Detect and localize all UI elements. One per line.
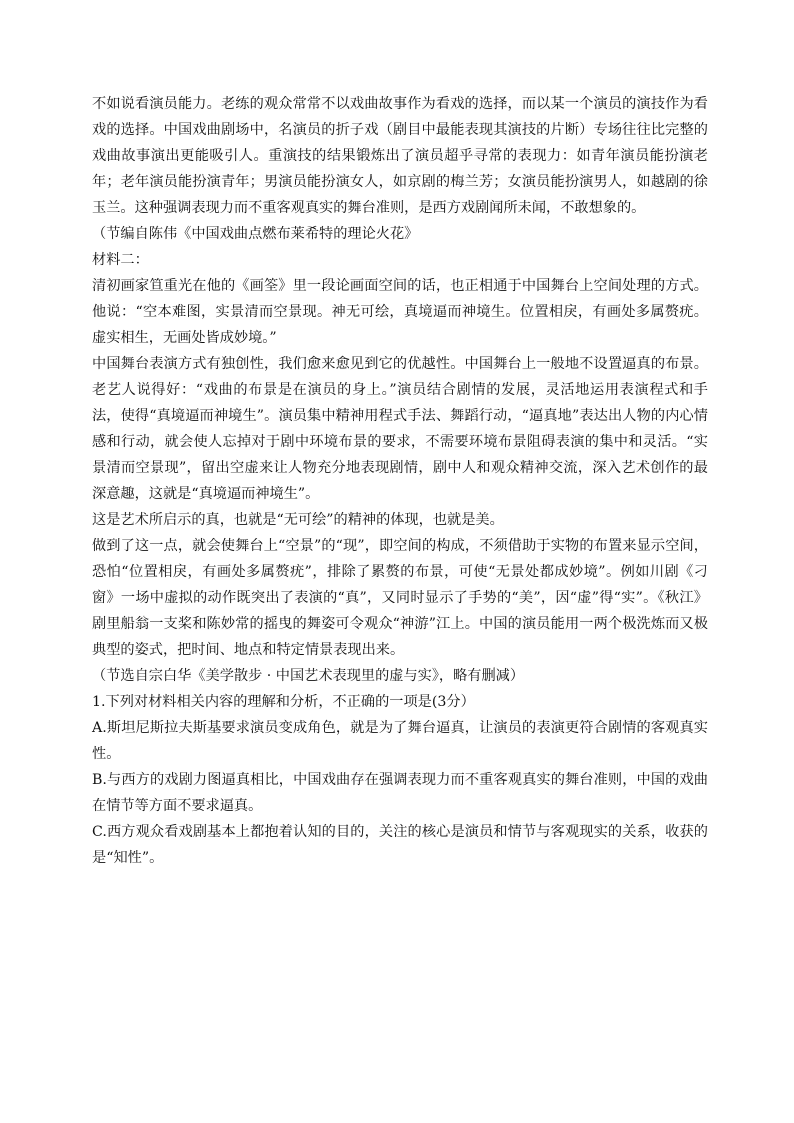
option-a: A.斯坦尼斯拉夫斯基要求演员变成角色，就是为了舞台逼真，让演员的表演更符合剧情的客观真实性。 [92, 720, 708, 762]
document-page [92, 91, 708, 871]
material-two-paragraph: 做到了这一点，就会使舞台上“空景”的“现”，即空间的构成，不须借助于实物的布置来显示空间，恐怕“位置相戾，有画处多属赘疣”，排除了累赘的布景，可使“无景处都成妙境”。例如川剧《刁窗》一场中虚拟的动作既突出了表演的“真”，又同时显示了手势的“美”，因“虚”得“实”。《秋江》剧里船翁一支桨和陈妙常的摇曳的舞姿可令观众“神游”江上。中国的演员能用一两个极洗炼而又极典型的姿式，把时间、地点和特定情景表现出来。 [92, 538, 708, 658]
material-two-paragraph: 清初画家笪重光在他的《画筌》里一段论画面空间的话，也正相通于中国舞台上空间处理的方式。他说：“空本难图，实景清而空景现。神无可绘，真境逼而神境生。位置相戾，有画处多属赘疣。虚实相生，无画处皆成妙境。” [92, 278, 708, 346]
option-b: B.与西方的戏剧力图逼真相比，中国戏曲存在强调表现力而不重客观真实的舞台准则，中国的戏曲在情节等方面不要求逼真。 [92, 772, 708, 814]
material-one-paragraph: 不如说看演员能力。老练的观众常常不以戏曲故事作为看戏的选择，而以某一个演员的演技作为看戏的选择。中国戏曲剧场中，名演员的折子戏（剧目中最能表现其演技的片断）专场往往比完整的戏曲故事演出更能吸引人。重演技的结果锻炼出了演员超乎寻常的表现力：如青年演员能扮演老年；老年演员能扮演青年；男演员能扮演女人，如京剧的梅兰芳；女演员能扮演男人，如越剧的徐玉兰。这种强调表现力而不重客观真实的舞台准则，是西方戏剧闻所未闻，不敢想象的。 [92, 96, 708, 216]
material-two-heading: 材料二： [92, 252, 149, 268]
material-two-paragraph: 中国舞台表演方式有独创性，我们愈来愈见到它的优越性。中国舞台上一般地不设置逼真的布景。老艺人说得好：“戏曲的布景是在演员的身上。”演员结合剧情的发展，灵活地运用表演程式和手法，使得“真境逼而神境生”。演员集中精神用程式手法、舞蹈行动，“逼真地”表达出人物的内心情感和行动，就会使人忘掉对于剧中环境布景的要求，不需要环境布景阻碍表演的集中和灵活。“实景清而空景现”，留出空虚来让人物充分地表现剧情，剧中人和观众精神交流，深入艺术创作的最深意趣，这就是“真境逼而神境生”。 [92, 356, 708, 502]
question-stem: 1.下列对材料相关内容的理解和分析，不正确的一项是(3分） [92, 694, 475, 710]
material-one-source: （节编自陈伟《中国戏曲点燃布莱希特的理论火花》 [92, 226, 419, 242]
material-two-paragraph: 这是艺术所启示的真，也就是“无可绘”的精神的体现，也就是美。 [92, 512, 504, 528]
option-c: C.西方观众看戏剧基本上都抱着认知的目的，关注的核心是演员和情节与客观现实的关系，收获的是“知性”。 [92, 824, 708, 866]
material-two-source: （节选自宗白华《美学散步 · 中国艺术表现里的虚与实》，略有删减） [92, 668, 525, 684]
